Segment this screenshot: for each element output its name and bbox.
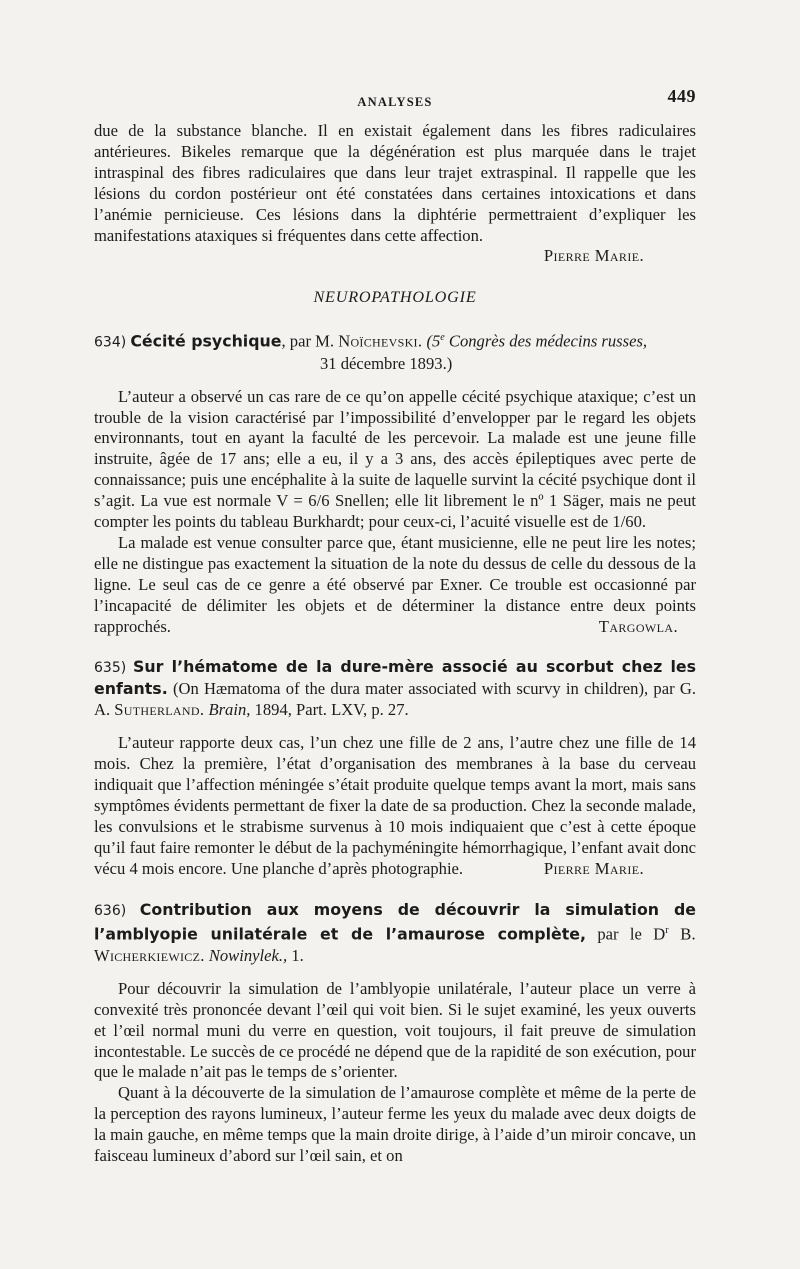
entry-634-paragraph-1: L’auteur a observé un cas rare de ce qu’on appelle cécité psychique ataxique; c’est un trouble de la vision caractérisé par l’impossibilité d’envelopper par le regard les objets environnants, tout en ayant la faculté de les percevoir. La malade est une jeune fille instruite, âgée de 17 ans; elle a eu, il y a 3 ans, des accès épileptiques avec perte de connaissance; puis une encéphalite à la suite de laquelle survint la cécité psychique dont il s’agit. La vue est normale V = 6/6 Snellen; elle lit librement le nº 1 Säger, mais ne peut compter les points du tableau Burkhardt; pour ceux-ci, l’acuité visuelle est de 1/60. bbox=[94, 386, 696, 532]
byline-prefix: , par M. bbox=[281, 331, 339, 351]
entry-title: Cécité psychique bbox=[130, 331, 282, 351]
paragraph-text: L’auteur rapporte deux cas, l’un chez une fille de 2 ans, l’autre chez une fille de 14 mois. Chez la première, l’état d’organisation des membranes à la base du cerveau indiquait que l’affection méningée s’était produite quelque temps avant la mort, mais sans symptômes évidents permettant de fixer la date de sa production. Chez la seconde malade, les convulsions et le strabisme survenus à 10 mois indiquaient que c’est à cette époque qu’il faut faire remonter le début de la pachyméningite hémorrhagique, l’enfant avait donc vécu 4 mois encore. Une planche d’après photographie. bbox=[94, 733, 696, 878]
entry-number: 636) bbox=[94, 902, 127, 919]
byline-prefix: par le D bbox=[586, 924, 666, 944]
running-title: ANALYSES bbox=[357, 95, 433, 109]
source-title: Congrès des médecins russes, bbox=[444, 331, 648, 351]
entry-636-heading bbox=[94, 900, 696, 967]
entry-number: 635) bbox=[94, 660, 127, 677]
signature-targowla: Targowla. bbox=[598, 616, 678, 636]
entry-634-date: 31 décembre 1893.) bbox=[320, 353, 453, 373]
source-sup: e bbox=[440, 332, 445, 344]
source-open: (5 bbox=[422, 331, 441, 351]
running-header bbox=[94, 86, 696, 110]
entry-636-paragraph-1: Pour découvrir la simulation de l’amblyopie unilatérale, l’auteur place un verre à convexité très prononcée devant l’œil qui voit bien. Si le sujet examiné, les yeux ouverts et l’œil normal muni du verre en question, voit toujours, il fait preuve de simulation incontestable. Le succès de ce procédé ne dépend que de la rapidité de son exécution, pour que le malade n’ait pas le temps de s’orienter. bbox=[94, 978, 696, 1082]
entry-634-paragraph-2 bbox=[94, 533, 696, 638]
byline-sup: r bbox=[665, 925, 669, 937]
journal: Brain, bbox=[204, 700, 251, 720]
author: Sutherland. bbox=[114, 700, 205, 720]
entry-635-paragraph-1 bbox=[94, 733, 696, 879]
source-rest: 1894, Part. LXV, p. 27. bbox=[250, 700, 409, 720]
page-number: 449 bbox=[667, 86, 696, 106]
signature-pierre-marie: Pierre Marie. bbox=[543, 246, 644, 266]
entry-635 bbox=[94, 657, 696, 879]
page-body bbox=[94, 121, 696, 1167]
entry-636 bbox=[94, 900, 696, 1167]
paragraph-text: La malade est venue consulter parce que, étant musicienne, elle ne peut lire les notes; elle ne distingue pas exactement la situation de la note du dessus de celle du dessous de la ligne. Le seul cas de ce genre a été observé par Exner. Ce trouble est occasionné par l’incapacité de délimiter les objets et de déterminer la distance entre deux points rapprochés. bbox=[94, 532, 696, 636]
entry-title: Sur l’hématome de la dure-mère associé au scorbut chez les enfants. bbox=[94, 657, 696, 699]
source-plain: (On Hæmatoma of the dura mater associated with scurvy in children), par G. A. bbox=[94, 679, 696, 720]
entry-634-heading bbox=[94, 328, 696, 353]
journal: Nowinylek., bbox=[204, 945, 288, 965]
continued-paragraph: due de la substance blanche. Il en existait également dans les fibres radiculaires antérieures. Bikeles remarque que la dégénération est plus marquée dans le trajet intraspinal des fibres radiculaires que dans leur trajet extraspinal. Il rappelle que les lésions du cordon postérieur ont été constatées dans certaines intoxications et dans l’anémie pernicieuse. Ces lésions dans la diphtérie permettraient d’expliquer les manifestations ataxiques si fréquentes dans cette affection. bbox=[94, 121, 696, 245]
entry-634 bbox=[94, 328, 696, 637]
entry-number: 634) bbox=[94, 334, 127, 351]
author: Noïchevski. bbox=[338, 331, 423, 351]
section-title: NEUROPATHOLOGIE bbox=[313, 288, 477, 307]
signature-pierre-marie: Pierre Marie. bbox=[543, 858, 644, 878]
entry-title: Contribution aux moyens de découvrir la simulation de l’amblyopie unilatérale et de l’amaurose complète, bbox=[94, 899, 696, 944]
source-rest: 1. bbox=[287, 945, 304, 965]
entry-636-paragraph-2: Quant à la découverte de la simulation de l’amaurose complète et même de la perte de la perception des rayons lumineux, l’auteur ferme les yeux du malade avec deux doigts de la main gauche, en même temps que la main droite dirige, à l’aide d’un miroir concave, un faisceau lumineux d’abord sur l’œil sain, et on bbox=[94, 1083, 696, 1166]
author: B. Wicherkiewicz. bbox=[94, 924, 697, 965]
entry-635-heading bbox=[94, 657, 696, 721]
